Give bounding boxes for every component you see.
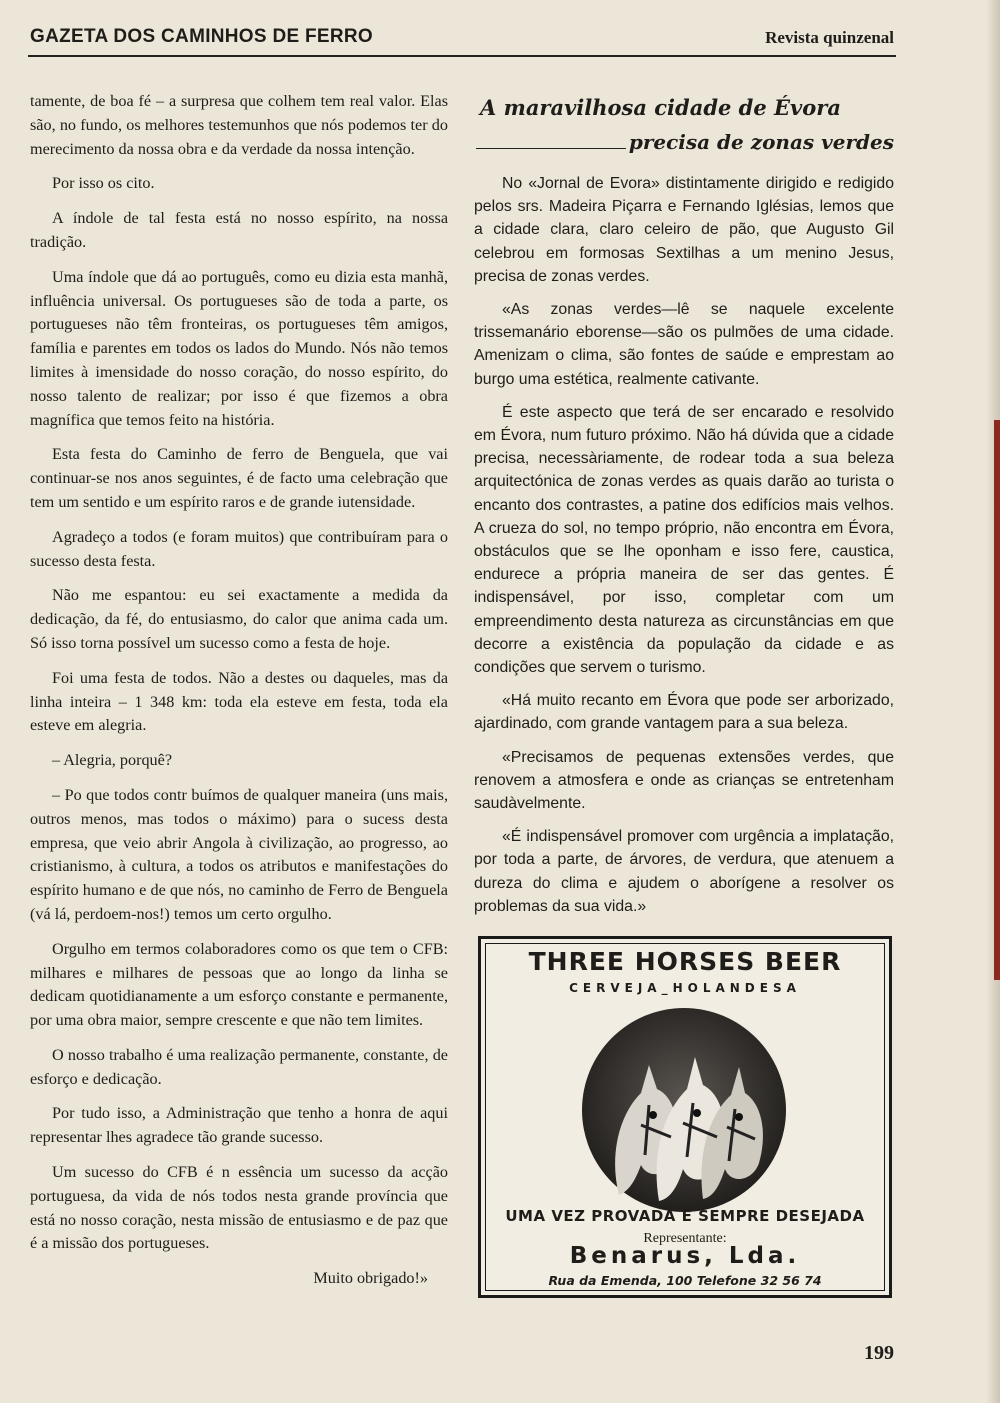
page-number: 199 [864,1342,894,1364]
paragraph: O nosso trabalho é uma realização permanente, constante, de esforço e dedicação. [30,1045,448,1088]
paragraph: Um sucesso do CFB é n essência um sucesso da acção portuguesa, da vida de nós todos nesta grande província que está no nosso coração, nesta missão de entusiasmo e de paz que é a missão dos portugueses. [30,1163,448,1253]
right-column [474,90,894,928]
paragraph: Foi uma festa de todos. Não a destes ou daqueles, mas da linha inteira – 1 348 km: toda ela esteve em festa, toda ela esteve em alegria. [30,668,448,735]
article-body [474,172,894,918]
left-column [30,90,448,1302]
header-rule [28,55,896,57]
paragraph: – Po que todos contr buímos de qualquer maneira (uns mais, outros menos, mas todos o máximo) para o sucess desta empresa, que veio abrir Angola à civilização, ao progresso, ao cristianismo, à cultura, a todos os atributos e manifestações do espírito humano e de que nós, no caminho de Ferro de Benguela (vá lá, perdoem-nos!) temos um certo orgulho. [30,785,448,923]
paragraph: «É indispensável promover com urgência a implatação, por toda a parte, de árvores, de verdura, que atenuem a dureza do clima e ajudem o aborígene a resolver os problemas da sua vida.» [474,828,894,915]
ad-representative-label: Representante: [643,1231,727,1246]
beer-advertisement [478,936,892,1298]
paragraph: Esta festa do Caminho de ferro de Benguela, que vai continuar-se nos anos seguintes, é de facto uma celebração que tem um sentido e um espírito raros e de grande iutensidade. [30,445,448,511]
paragraph: «As zonas verdes—lê se naquele excelente trissemanário eborense—são os pulmões de uma cidade. Amenizam o clima, são fontes de saúde e emprestam ao burgo uma estética, realmente cativante. [474,301,894,388]
paragraph: tamente, de boa fé – a surpresa que colhem tem real valor. Elas são, no fundo, os melhores testemunhos que nós podemos ter do merecimento da nossa obra e da verdade da nossa intenção. [30,92,448,158]
paragraph: «Há muito recanto em Évora que pode ser arborizado, ajardinado, com grande vantagem para a sua beleza. [474,692,894,733]
paragraph: É este aspecto que terá de ser encarado e resolvido em Évora, num futuro próximo. Não há dúvida que a cidade precisa, necessàriamente, de rodear toda a sua beleza arquitectónica de zonas verdes as quais darão ao turista o encanto dos contrastes, a patine dos edifícios mais velhos. A crueza do sol, no tempo próprio, não encontra em Évora, obstáculos que se lhe oponham e isso fere, caustica, endurece a própria maneira de ser das gentes. É indispensável, por isso, completar com um empreendimento desta natureza as circunstâncias em que decorre a existência da população da cidade e as condições que servem o turismo. [474,403,894,677]
article-subtitle-row [474,126,894,162]
subtitle-rule [476,148,626,149]
article-title: A maravilhosa cidade de Évora [480,95,841,120]
publication-title: GAZETA DOS CAMINHOS DE FERRO [30,26,374,47]
paragraph: A índole de tal festa está no nosso espírito, na nossa tradição. [30,209,448,251]
article-subtitle: precisa de zonas verdes [628,130,894,154]
paragraph: Por isso os cito. [52,174,155,193]
paragraph: No «Jornal de Evora» distintamente dirigido e redigido pelos srs. Madeira Piçarra e Fernando Iglésias, lemos que a cidade clara, claro celeiro de pão, que Augusto Gil celebrou em formosas Sextilhas a um menino Jesus, precisa de zonas verdes. [474,175,894,285]
paragraph: Por tudo isso, a Administração que tenho a honra de aqui representar lhes agradece tão grande sucesso. [30,1104,448,1147]
binding-tab [994,420,1000,980]
paragraph: Não me espantou: eu sei exactamente a medida da dedicação, da fé, do entusiasmo, do calor que anima cada um. Só isso torna possível um sucesso como a festa de hoje. [30,586,448,652]
paragraph: Orgulho em termos colaboradores como os que tem o CFB: milhares e milhares de pessoas que ao longo da linha se dedicam quotidianamente a um esforço constante e permanente, por uma obra maior, sempre crescente e que não tem limites. [30,939,448,1030]
paragraph: Uma índole que dá ao português, como eu dizia esta manhã, influência universal. Os portugueses são de toda a parte, os portugueses não têm fronteiras, os portugueses têm amigos, família e parentes em todos os lados do Mundo. Nós não temos limites à imensidade do nosso coração, do nosso espírito, do nosso talento de realizar; por isso é que fizemos a obra magnífica que temos feito na história. [30,267,448,429]
ad-slogan: UMA VEZ PROVADA É SEMPRE DESEJADA [505,1207,865,1225]
ad-subtitle: CERVEJA_HOLANDESA [569,981,801,995]
ad-address: Rua da Emenda, 100 Telefone 32 56 74 [548,1273,822,1288]
paragraph: «Precisamos de pequenas extensões verdes, que renovem a atmosfera e onde as crianças se entretenham saudàvelmente. [474,748,894,813]
paragraph: – Alegria, porquê? [52,751,173,770]
ad-title: THREE HORSES BEER [528,947,842,976]
publication-subtitle: Revista quinzenal [765,28,894,47]
three-horses-illustration-icon [579,1005,789,1215]
paragraph: Agradeço a todos (e foram muitos) que contribuíram para o sucesso desta festa. [30,527,448,570]
running-header [30,26,894,52]
signoff: Muito obrigado!» [313,1269,428,1288]
ad-company-name: Benarus, Lda. [569,1243,801,1269]
